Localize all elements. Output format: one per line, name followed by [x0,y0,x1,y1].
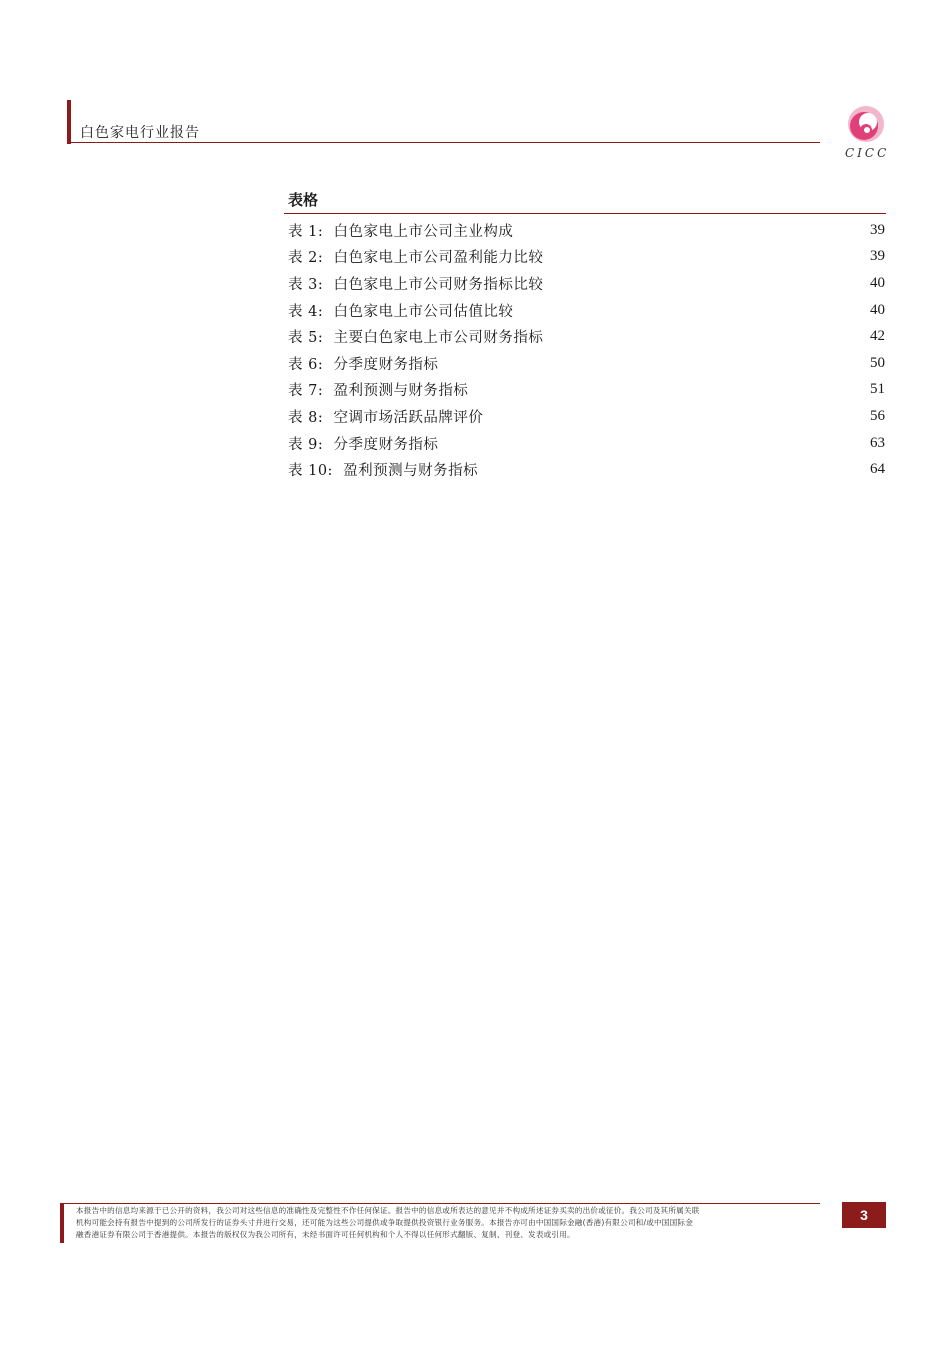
header-accent-bar [67,100,71,144]
page-number: 3 [842,1202,886,1228]
report-title: 白色家电行业报告 [80,125,200,141]
toc-item-label: 表 2: 白色家电上市公司盈利能力比较 [288,250,544,267]
toc-item-label: 表 6: 分季度财务指标 [288,356,439,373]
toc-item[interactable] [284,377,886,404]
disclaimer-line: 本报告中的信息均来源于已公开的资料，我公司对这些信息的准确性及完整性不作任何保证。报告中的信息或所表达的意见并不构成所述证券买卖的出价或征价。我公司及其所属关联 [76,1206,700,1215]
toc-item[interactable] [284,350,886,377]
toc-item[interactable] [284,297,886,324]
toc-item-label: 表 4: 白色家电上市公司估值比较 [288,303,514,320]
toc-item-label: 表 10: 盈利预测与财务指标 [288,463,479,480]
toc-item-page: 39 [870,221,885,238]
toc-item-page: 50 [870,354,885,371]
toc-item-page: 51 [870,381,885,398]
disclaimer-line: 机构可能会持有报告中提到的公司所发行的证券头寸并进行交易，还可能为这些公司提供或争取提供投资银行业务服务。本报告亦可由中国国际金融(香港)有限公司和/或中国国际金 [76,1218,693,1227]
toc-item-label: 表 7: 盈利预测与财务指标 [288,383,469,400]
toc-item-page: 64 [870,461,885,478]
footer-divider [60,1203,820,1204]
toc-item[interactable] [284,217,886,244]
header-divider [67,142,820,143]
toc-item-page: 40 [870,274,885,291]
toc-item[interactable] [284,270,886,297]
toc-item-label: 表 9: 分季度财务指标 [288,436,439,453]
toc-item-label: 表 3: 白色家电上市公司财务指标比较 [288,276,544,293]
toc-item-label: 表 1: 白色家电上市公司主业构成 [288,223,514,240]
toc-item-page: 63 [870,434,885,451]
toc-item-page: 40 [870,301,885,318]
toc-item-page: 56 [870,407,885,424]
toc-heading: 表格 [288,191,319,209]
disclaimer-line: 融香港证券有限公司于香港提供。本报告的版权仅为我公司所有，未经书面许可任何机构和个人不得以任何形式翻版、复制、刊登、发表或引用。 [76,1230,575,1239]
toc-divider [284,213,886,214]
table-of-contents [284,188,886,483]
toc-item[interactable] [284,403,886,430]
toc-item[interactable] [284,244,886,271]
toc-item[interactable] [284,323,886,350]
toc-item-label: 表 8: 空调市场活跃品牌评价 [288,409,484,426]
footer-accent-bar [60,1203,64,1243]
disclaimer [76,1205,821,1241]
toc-item[interactable] [284,456,886,483]
toc-item-page: 42 [870,328,885,345]
toc-item-page: 39 [870,248,885,265]
toc-item-label: 表 5: 主要白色家电上市公司财务指标 [288,330,544,347]
logo-text: CICC [845,146,890,160]
toc-item[interactable] [284,430,886,457]
